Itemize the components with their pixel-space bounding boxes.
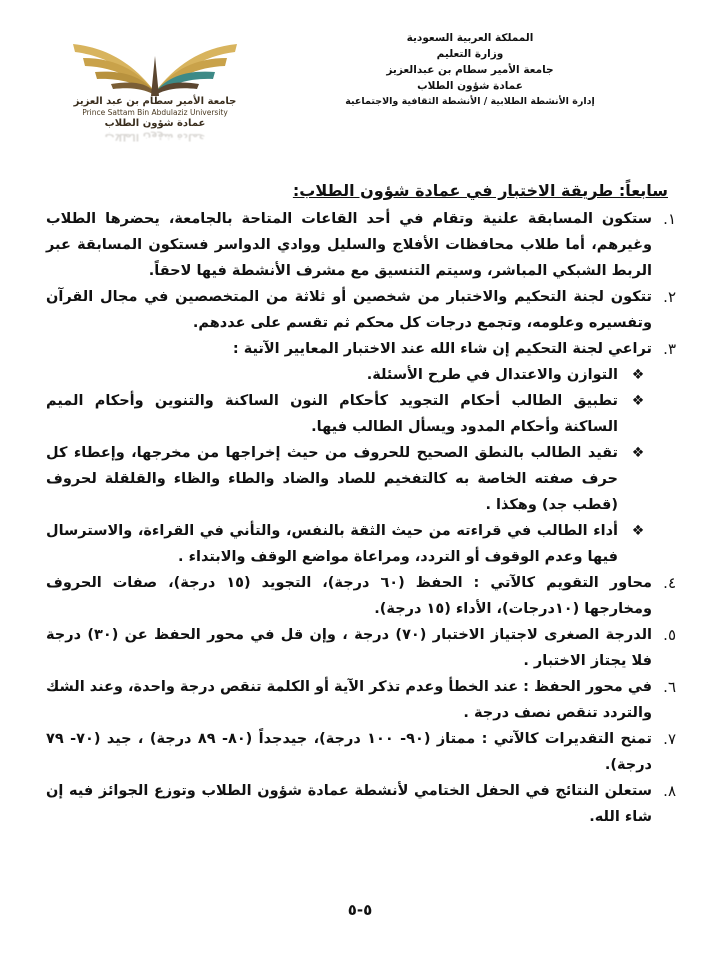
item-number: ٨. [663,782,676,800]
book-emblem-icon [55,26,255,98]
criteria-item [46,388,676,440]
item-number: ١. [663,210,676,228]
header-line-country: المملكة العربية السعودية [406,32,534,44]
item-number: ٣. [663,340,676,358]
criteria-text: تقيد الطالب بالنطق الصحيح للحروف من حيث إخراجها من مخرجها، وإعطاء كل حرف صفته الخاصة به كالتفخيم للصاد والضاد والطاء والظاء والقلقلة لحروف (قطب جد) وهكذا . [46,445,618,513]
item-text: تراعي لجنة التحكيم إن شاء الله عند الاختبار المعايير الآتية : [232,341,652,357]
item-number: ٤. [663,574,676,592]
criteria-text: أداء الطالب في قراءته من حيث الثقة بالنفس، والتأني في القراءة، والاسترسال فيها وعدم الوقوف أو التردد، ومراعاة مواضع الوقف والابتداء . [46,523,618,565]
list-item [46,622,676,674]
item-text: ستكون المسابقة علنية وتقام في أحد القاعات المتاحة بالجامعة، يحضرها الطلاب وغيرهم، أما طلاب محافظات الأفلاج والسليل ووادي الدواسر فستكون المسابقة عبر الربط الشبكي المباشر، وسيتم التنسيق مع مشرف الأنشطة فيها لاحقاً. [46,211,652,279]
item-text: تتكون لجنة التحكيم والاختبار من شخصين أو ثلاثة من المتخصصين في مجال القرآن وتفسيره وعلومه، وتجمع درجات كل محكم ثم تقسم على عددهم. [46,289,652,331]
diamond-bullet-icon: ❖ [631,523,645,539]
list-item [46,726,676,778]
list-item [46,778,676,830]
item-number: ٥. [663,626,676,644]
rules-list [46,206,676,830]
diamond-bullet-icon: ❖ [631,393,645,409]
list-item [46,674,676,726]
header-line-department: إدارة الأنشطة الطلابية / الأنشطة الثقافية والاجتماعية [345,96,595,107]
criteria-text: التوازن والاعتدال في طرح الأسئلة. [366,367,618,383]
section-title: سابعاً: طريقة الاختبار في عمادة شؤون الطلاب: [292,181,668,200]
logo-university-name-arabic: جامعة الأمير سطام بن عبد العزيز [73,96,237,107]
logo-deanship-name: عمادة شؤون الطلاب [104,118,206,129]
institution-header [320,30,620,110]
item-text: ستعلن النتائج في الحفل الختامي لأنشطة عمادة شؤون الطلاب وتوزع الجوائز فيه إن شاء الله. [46,783,652,825]
list-item [46,336,676,362]
header-line-ministry: وزارة التعليم [436,48,504,60]
item-text: محاور التقويم كالآتي : الحفظ (٦٠ درجة)، التجويد (١٥ درجة)، صفات الحروف ومخارجها (١٠درجات)، الأداء (١٥ درجة). [46,575,652,617]
item-text: الدرجة الصغرى لاجتياز الاختبار (٧٠) درجة ، وإن قل في محور الحفظ عن (٣٠) درجة فلا يجتاز الاختبار . [46,627,653,669]
page-number: ٥-٥ [347,901,373,919]
header-line-deanship: عمادة شؤون الطلاب [417,80,523,92]
diamond-bullet-icon: ❖ [631,445,645,461]
item-text: تمنح التقديرات كالآتي : ممتاز (٩٠- ١٠٠ درجة)، جيدجداً (٨٠- ٨٩ درجة) ، جيد (٧٠- ٧٩ درجة). [46,731,652,773]
list-item [46,284,676,336]
header-line-university: جامعة الأمير سطام بن عبدالعزيز [386,64,554,76]
criteria-item [46,440,676,518]
diamond-bullet-icon: ❖ [631,367,645,383]
criteria-item [46,518,676,570]
item-text: في محور الحفظ : عند الخطأ وعدم تذكر الآية أو الكلمة تنقص درجة واحدة، وعند الشك والتردد تنقص نصف درجة . [46,679,652,721]
list-item [46,570,676,622]
logo-reflection: عمادة شؤون الطلاب [104,131,206,142]
item-number: ٧. [663,730,676,748]
university-logo [55,26,255,176]
criteria-item [46,362,676,388]
item-number: ٦. [663,678,676,696]
criteria-text: تطبيق الطالب أحكام التجويد كأحكام النون الساكنة والتنوين وأحكام الميم الساكنة وأحكام المدود ويسأل الطالب فيها. [46,393,618,435]
logo-university-name-english: Prince Sattam Bin Abdulaziz University [82,108,228,117]
item-number: ٢. [663,288,676,306]
list-item [46,206,676,284]
